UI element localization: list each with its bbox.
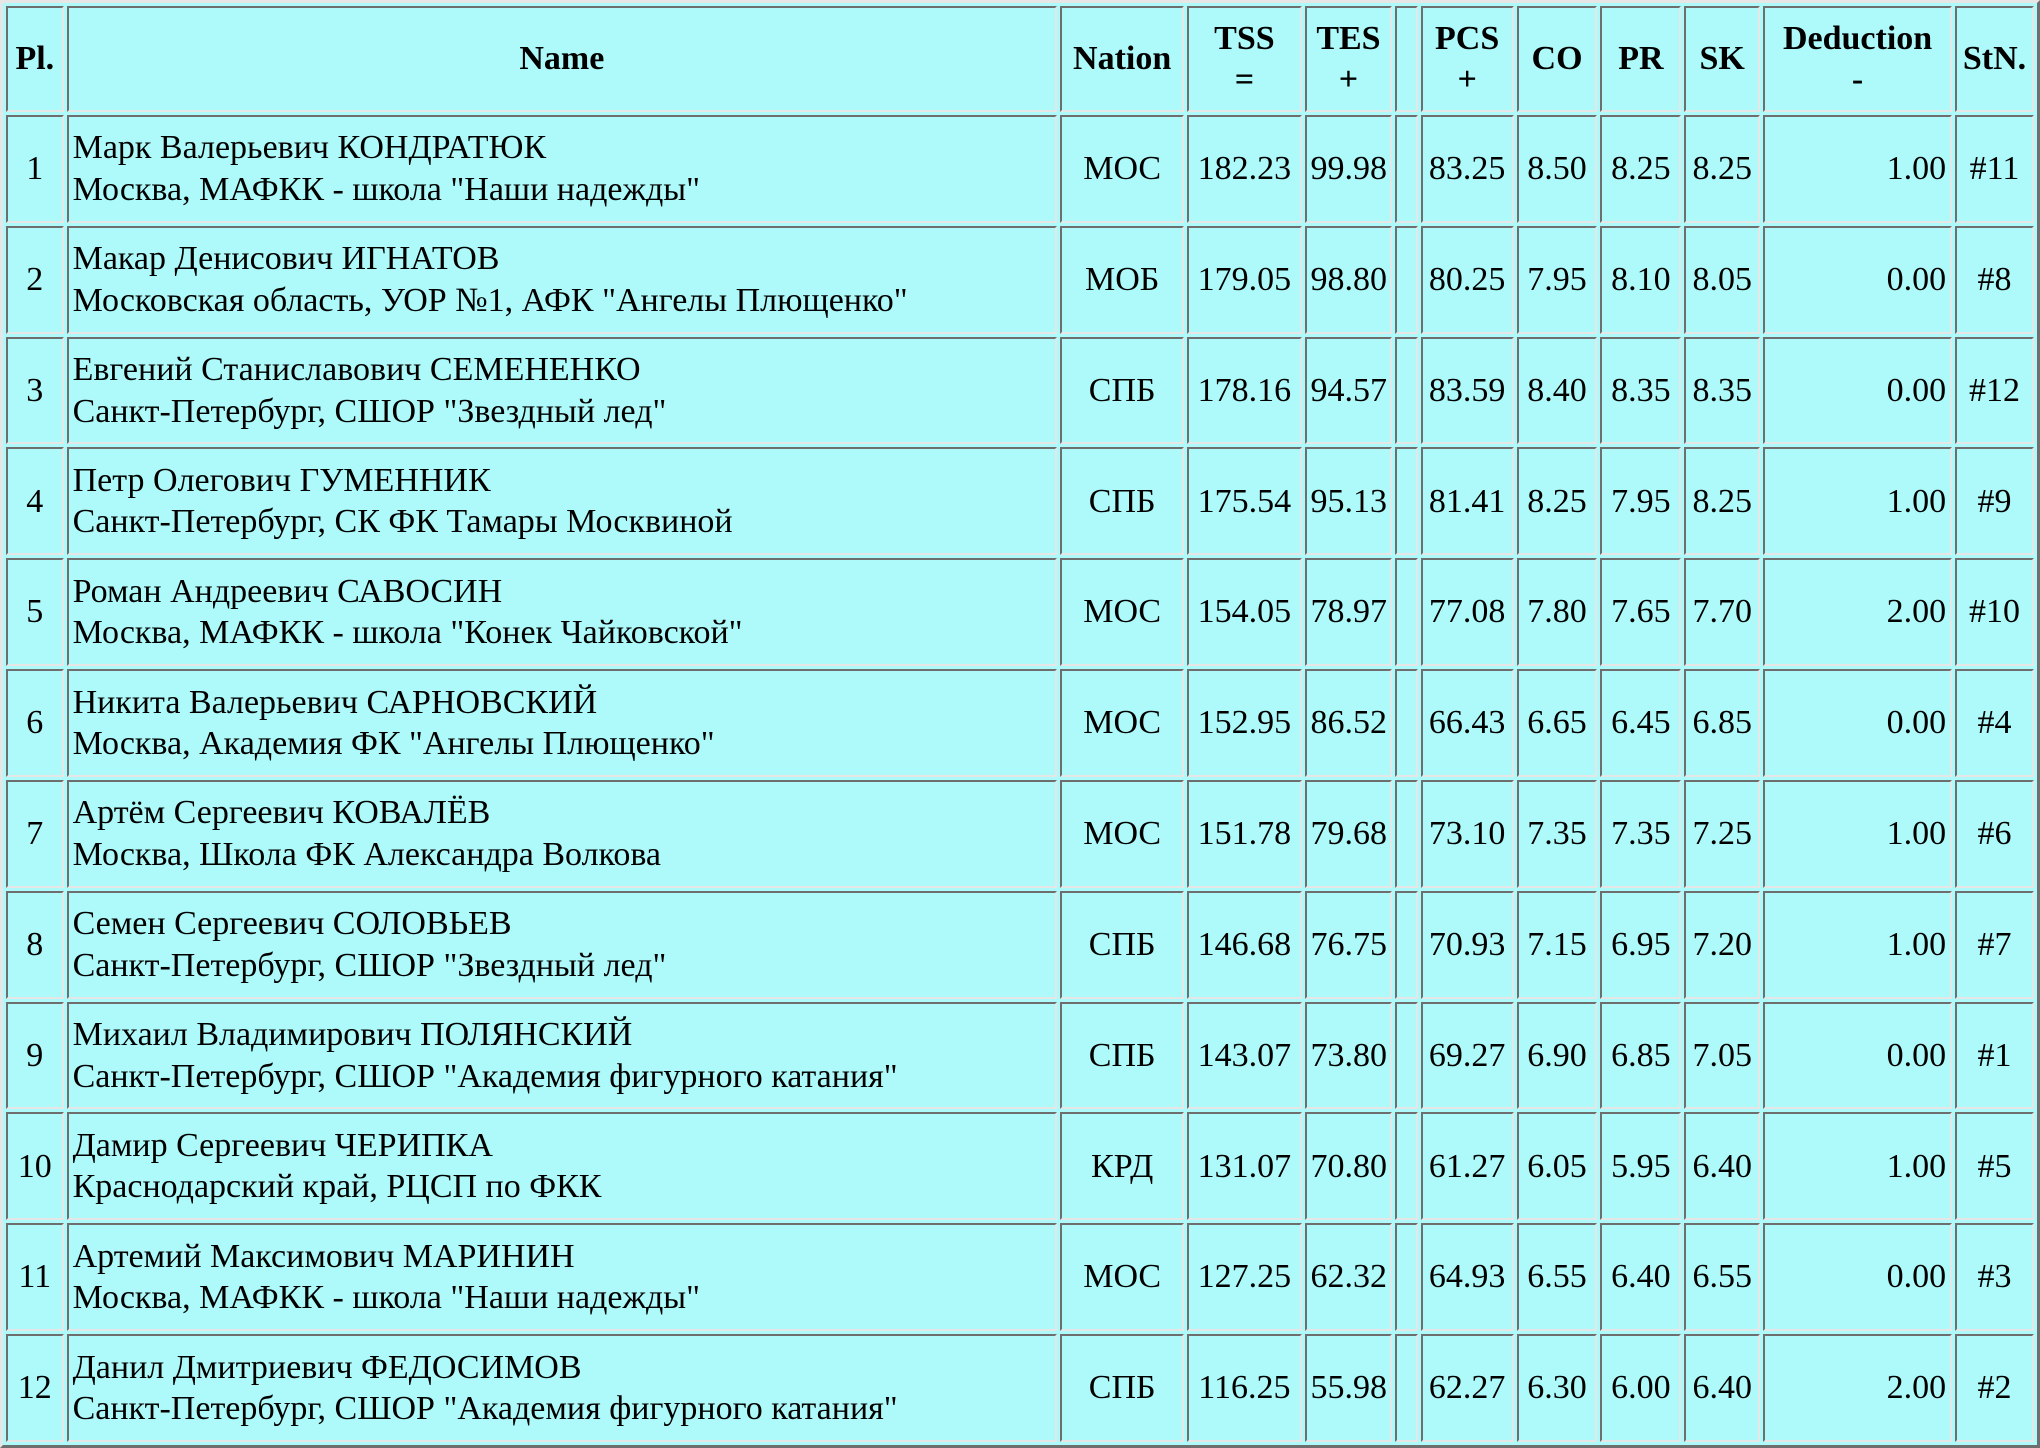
cell-tss: 146.68 [1187, 891, 1301, 999]
header-deduction-symbol: - [1851, 61, 1864, 98]
cell-nation: СПБ [1060, 1002, 1184, 1110]
cell-stn: #11 [1955, 115, 2034, 223]
skater-club: Санкт-Петербург, СШОР "Звездный лед" [72, 392, 667, 430]
cell-tes: 73.80 [1305, 1002, 1393, 1110]
cell-tes: 78.97 [1305, 558, 1393, 666]
table-row [6, 891, 2034, 999]
header-nation: Nation [1060, 6, 1184, 112]
cell-deduction: 1.00 [1763, 891, 1952, 999]
cell-name [67, 891, 1057, 999]
cell-blank [1395, 1334, 1417, 1442]
cell-tss: 116.25 [1187, 1334, 1301, 1442]
cell-nation: СПБ [1060, 447, 1184, 555]
cell-name [67, 669, 1057, 777]
cell-co: 6.30 [1517, 1334, 1598, 1442]
table-row [6, 1334, 2034, 1442]
cell-sk: 7.20 [1684, 891, 1760, 999]
cell-deduction: 1.00 [1763, 447, 1952, 555]
skater-name: Роман Андреевич САВОСИН [72, 572, 503, 610]
cell-nation: МОБ [1060, 226, 1184, 334]
cell-nation: МОС [1060, 558, 1184, 666]
table-row [6, 447, 2034, 555]
header-pr: PR [1600, 6, 1681, 112]
cell-deduction: 0.00 [1763, 669, 1952, 777]
skater-club: Московская область, УОР №1, АФК "Ангелы Плющенко" [72, 281, 908, 319]
cell-place: 2 [6, 226, 64, 334]
skater-club: Москва, МАФКК - школа "Наши надежды" [72, 1279, 700, 1317]
cell-name [67, 447, 1057, 555]
cell-stn: #1 [1955, 1002, 2034, 1110]
cell-pcs: 66.43 [1421, 669, 1514, 777]
cell-deduction: 0.00 [1763, 226, 1952, 334]
cell-pr: 8.10 [1600, 226, 1681, 334]
header-pcs: PCS + [1421, 6, 1514, 112]
cell-sk: 6.55 [1684, 1223, 1760, 1331]
skater-club: Москва, Академия ФК "Ангелы Плющенко" [72, 725, 715, 763]
cell-place: 8 [6, 891, 64, 999]
skater-club: Санкт-Петербург, СШОР "Академия фигурного катания" [72, 1390, 898, 1428]
cell-co: 8.50 [1517, 115, 1598, 223]
cell-stn: #5 [1955, 1112, 2034, 1220]
header-co: CO [1517, 6, 1598, 112]
cell-nation: СПБ [1060, 891, 1184, 999]
cell-tss: 131.07 [1187, 1112, 1301, 1220]
table-row [6, 226, 2034, 334]
skater-club: Москва, МАФКК - школа "Наши надежды" [72, 170, 700, 208]
cell-co: 8.25 [1517, 447, 1598, 555]
table-row [6, 337, 2034, 445]
cell-tes: 55.98 [1305, 1334, 1393, 1442]
cell-deduction: 0.00 [1763, 1223, 1952, 1331]
cell-sk: 6.40 [1684, 1334, 1760, 1442]
header-name: Name [67, 6, 1057, 112]
cell-place: 7 [6, 780, 64, 888]
cell-stn: #4 [1955, 669, 2034, 777]
header-pcs-symbol: + [1457, 61, 1477, 98]
cell-name [67, 1112, 1057, 1220]
cell-blank [1395, 891, 1417, 999]
cell-tss: 151.78 [1187, 780, 1301, 888]
cell-stn: #6 [1955, 780, 2034, 888]
cell-pr: 6.40 [1600, 1223, 1681, 1331]
cell-pr: 8.35 [1600, 337, 1681, 445]
cell-tes: 62.32 [1305, 1223, 1393, 1331]
cell-name [67, 1223, 1057, 1331]
cell-place: 12 [6, 1334, 64, 1442]
cell-blank [1395, 447, 1417, 555]
cell-stn: #9 [1955, 447, 2034, 555]
cell-blank [1395, 1223, 1417, 1331]
cell-place: 11 [6, 1223, 64, 1331]
skater-name: Данил Дмитриевич ФЕДОСИМОВ [72, 1348, 582, 1386]
cell-co: 7.35 [1517, 780, 1598, 888]
cell-place: 10 [6, 1112, 64, 1220]
skater-name: Никита Валерьевич САРНОВСКИЙ [72, 683, 598, 721]
header-tss-symbol: = [1234, 61, 1255, 98]
cell-name [67, 1002, 1057, 1110]
cell-pcs: 69.27 [1421, 1002, 1514, 1110]
skater-club: Санкт-Петербург, СШОР "Академия фигурного катания" [72, 1057, 898, 1095]
skater-name: Петр Олегович ГУМЕННИК [72, 461, 491, 499]
skater-name: Евгений Станиславович СЕМЕНЕНКО [72, 351, 641, 389]
header-tes-symbol: + [1338, 61, 1359, 98]
cell-pr: 7.35 [1600, 780, 1681, 888]
results-header [6, 6, 2034, 112]
cell-sk: 8.35 [1684, 337, 1760, 445]
skater-club: Санкт-Петербург, СК ФК Тамары Москвиной [72, 503, 733, 541]
cell-deduction: 2.00 [1763, 558, 1952, 666]
table-row [6, 669, 2034, 777]
cell-pr: 6.45 [1600, 669, 1681, 777]
header-tss: TSS = [1187, 6, 1301, 112]
cell-nation: СПБ [1060, 337, 1184, 445]
cell-place: 5 [6, 558, 64, 666]
cell-pr: 7.95 [1600, 447, 1681, 555]
cell-sk: 8.05 [1684, 226, 1760, 334]
cell-sk: 7.70 [1684, 558, 1760, 666]
cell-stn: #8 [1955, 226, 2034, 334]
cell-blank [1395, 226, 1417, 334]
cell-nation: СПБ [1060, 1334, 1184, 1442]
cell-co: 6.65 [1517, 669, 1598, 777]
cell-nation: МОС [1060, 669, 1184, 777]
cell-sk: 7.25 [1684, 780, 1760, 888]
skater-club: Санкт-Петербург, СШОР "Звездный лед" [72, 946, 667, 984]
cell-tes: 98.80 [1305, 226, 1393, 334]
cell-blank [1395, 558, 1417, 666]
table-row [6, 115, 2034, 223]
cell-nation: КРД [1060, 1112, 1184, 1220]
skater-name: Дамир Сергеевич ЧЕРИПКА [72, 1126, 493, 1164]
cell-co: 7.95 [1517, 226, 1598, 334]
cell-nation: МОС [1060, 115, 1184, 223]
header-blank [1395, 6, 1417, 112]
cell-tss: 152.95 [1187, 669, 1301, 777]
cell-pr: 6.85 [1600, 1002, 1681, 1110]
cell-pcs: 61.27 [1421, 1112, 1514, 1220]
cell-name [67, 337, 1057, 445]
cell-pcs: 64.93 [1421, 1223, 1514, 1331]
cell-deduction: 1.00 [1763, 780, 1952, 888]
cell-pcs: 81.41 [1421, 447, 1514, 555]
cell-blank [1395, 1112, 1417, 1220]
cell-co: 6.05 [1517, 1112, 1598, 1220]
cell-tes: 86.52 [1305, 669, 1393, 777]
cell-tss: 179.05 [1187, 226, 1301, 334]
skater-name: Семен Сергеевич СОЛОВЬЕВ [72, 905, 512, 943]
cell-co: 7.80 [1517, 558, 1598, 666]
cell-stn: #12 [1955, 337, 2034, 445]
cell-sk: 6.85 [1684, 669, 1760, 777]
cell-blank [1395, 780, 1417, 888]
header-deduction: Deduction - [1763, 6, 1952, 112]
cell-pcs: 83.25 [1421, 115, 1514, 223]
cell-tes: 76.75 [1305, 891, 1393, 999]
cell-pcs: 83.59 [1421, 337, 1514, 445]
cell-stn: #10 [1955, 558, 2034, 666]
cell-co: 8.40 [1517, 337, 1598, 445]
cell-sk: 8.25 [1684, 115, 1760, 223]
table-row [6, 1223, 2034, 1331]
cell-place: 4 [6, 447, 64, 555]
header-tes: TES + [1305, 6, 1393, 112]
cell-name [67, 1334, 1057, 1442]
cell-tss: 175.54 [1187, 447, 1301, 555]
cell-name [67, 115, 1057, 223]
cell-pcs: 62.27 [1421, 1334, 1514, 1442]
cell-nation: МОС [1060, 1223, 1184, 1331]
cell-pcs: 77.08 [1421, 558, 1514, 666]
cell-stn: #3 [1955, 1223, 2034, 1331]
cell-blank [1395, 1002, 1417, 1110]
cell-stn: #7 [1955, 891, 2034, 999]
cell-pr: 8.25 [1600, 115, 1681, 223]
skater-name: Марк Валерьевич КОНДРАТЮК [72, 129, 547, 167]
cell-sk: 8.25 [1684, 447, 1760, 555]
skater-name: Артемий Максимович МАРИНИН [72, 1237, 575, 1275]
skater-name: Артём Сергеевич КОВАЛЁВ [72, 794, 491, 832]
cell-name [67, 558, 1057, 666]
cell-deduction: 0.00 [1763, 337, 1952, 445]
table-row [6, 558, 2034, 666]
cell-sk: 6.40 [1684, 1112, 1760, 1220]
header-place: Pl. [6, 6, 64, 112]
table-row [6, 1112, 2034, 1220]
cell-tes: 99.98 [1305, 115, 1393, 223]
cell-tss: 178.16 [1187, 337, 1301, 445]
cell-tes: 70.80 [1305, 1112, 1393, 1220]
cell-deduction: 1.00 [1763, 1112, 1952, 1220]
header-sk: SK [1684, 6, 1760, 112]
cell-tes: 94.57 [1305, 337, 1393, 445]
cell-blank [1395, 115, 1417, 223]
header-row [6, 6, 2034, 112]
cell-deduction: 1.00 [1763, 115, 1952, 223]
cell-blank [1395, 669, 1417, 777]
header-stn: StN. [1955, 6, 2034, 112]
cell-pr: 5.95 [1600, 1112, 1681, 1220]
cell-pr: 6.95 [1600, 891, 1681, 999]
cell-place: 9 [6, 1002, 64, 1110]
cell-place: 3 [6, 337, 64, 445]
cell-tss: 154.05 [1187, 558, 1301, 666]
skater-club: Краснодарский край, РЦСП по ФКК [72, 1168, 602, 1206]
cell-pcs: 73.10 [1421, 780, 1514, 888]
cell-pr: 6.00 [1600, 1334, 1681, 1442]
cell-tss: 143.07 [1187, 1002, 1301, 1110]
cell-stn: #2 [1955, 1334, 2034, 1442]
skater-name: Макар Денисович ИГНАТОВ [72, 240, 500, 278]
cell-deduction: 2.00 [1763, 1334, 1952, 1442]
results-body [6, 115, 2034, 1442]
cell-blank [1395, 337, 1417, 445]
cell-pcs: 80.25 [1421, 226, 1514, 334]
cell-tss: 127.25 [1187, 1223, 1301, 1331]
cell-deduction: 0.00 [1763, 1002, 1952, 1110]
cell-name [67, 226, 1057, 334]
cell-tes: 79.68 [1305, 780, 1393, 888]
cell-pr: 7.65 [1600, 558, 1681, 666]
skater-club: Москва, МАФКК - школа "Конек Чайковской" [72, 614, 743, 652]
cell-pcs: 70.93 [1421, 891, 1514, 999]
cell-nation: МОС [1060, 780, 1184, 888]
skater-club: Москва, Школа ФК Александра Волкова [72, 835, 662, 873]
cell-place: 1 [6, 115, 64, 223]
table-row [6, 780, 2034, 888]
cell-co: 6.55 [1517, 1223, 1598, 1331]
cell-co: 6.90 [1517, 1002, 1598, 1110]
cell-sk: 7.05 [1684, 1002, 1760, 1110]
table-row [6, 1002, 2034, 1110]
cell-place: 6 [6, 669, 64, 777]
cell-tes: 95.13 [1305, 447, 1393, 555]
cell-tss: 182.23 [1187, 115, 1301, 223]
cell-co: 7.15 [1517, 891, 1598, 999]
skater-name: Михаил Владимирович ПОЛЯНСКИЙ [72, 1016, 633, 1054]
cell-name [67, 780, 1057, 888]
